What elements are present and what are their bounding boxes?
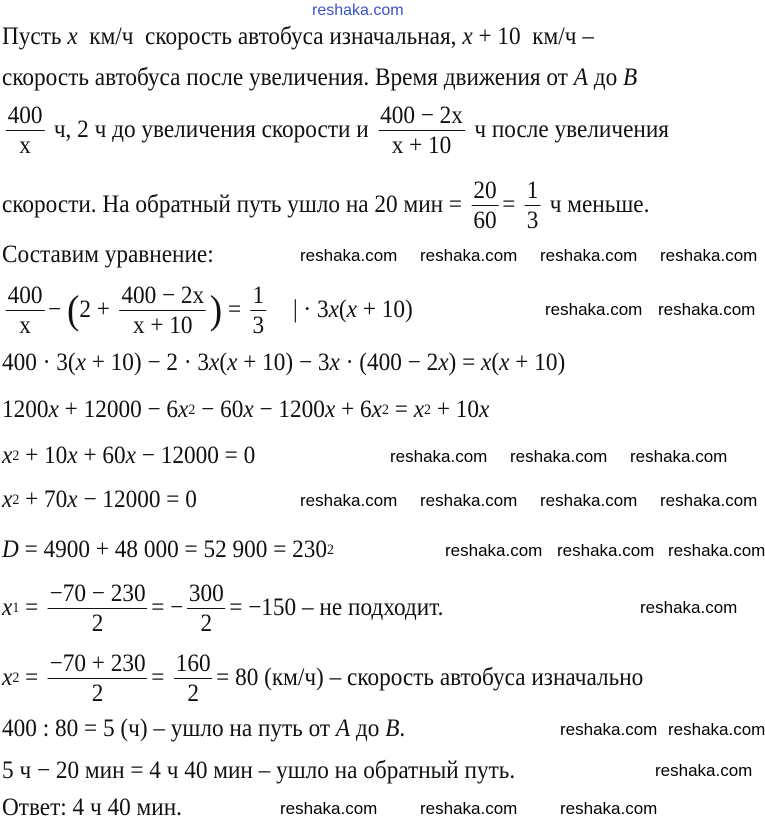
watermark: reshaka.com <box>560 799 658 818</box>
math-variable: x <box>75 349 86 376</box>
fraction-denominator: 3 <box>252 311 265 339</box>
watermark: reshaka.com <box>280 799 378 818</box>
math-variable: B <box>623 64 638 91</box>
text-segment: + 12000 − 6 <box>58 396 179 423</box>
watermark: reshaka.com <box>660 491 758 510</box>
watermark: reshaka.com <box>312 2 404 19</box>
watermark: reshaka.com <box>540 246 638 265</box>
text-segment: 1200 <box>2 396 49 423</box>
watermark: reshaka.com <box>557 541 655 560</box>
math-variable: x <box>2 594 13 621</box>
text-segment: + 60 <box>77 442 126 469</box>
math-variable: x <box>324 396 336 423</box>
fraction <box>472 176 499 235</box>
math-variable: x <box>499 349 510 376</box>
fraction-denominator: x + 10 <box>391 131 452 159</box>
text-segment: = 80 (км/ч) – скорость автобуса изначально <box>216 664 644 691</box>
text-segment: + 10) <box>357 296 413 323</box>
text-segment: = <box>222 296 247 323</box>
math-variable: x <box>2 664 13 691</box>
text-segment: = <box>388 396 414 423</box>
math-variable: x <box>479 396 490 423</box>
math-variable: x <box>67 23 78 50</box>
math-variable: x <box>371 396 382 423</box>
fraction <box>525 176 540 235</box>
fraction-numerator: 1 <box>526 176 539 204</box>
solution-line: x 2 + 70 x − 12000 = 0 <box>2 486 197 513</box>
fraction-denominator: 2 <box>187 679 199 707</box>
fraction-numerator: 160 <box>175 649 211 677</box>
fraction-numerator: 400 − 2x <box>380 101 463 129</box>
solution-line <box>2 48 637 108</box>
text-segment: Пусть <box>2 23 68 50</box>
solution-line: D = 4900 + 48 000 = 52 900 = 230 2 <box>2 536 334 563</box>
watermark: reshaka.com <box>640 598 738 617</box>
math-variable: x <box>2 442 13 469</box>
solution-line <box>2 778 182 838</box>
fraction <box>6 281 45 340</box>
math-variable: x <box>462 23 473 50</box>
text-segment: 400 : 80 = 5 (ч) – ушло на путь от <box>2 715 336 742</box>
text-segment: ч, 2 ч до увеличения скорости и <box>48 116 375 143</box>
solution-line: x 1 = $\frac{-70 - 230}{2}$ = − $\frac{300}{2}$ = −150 – не подходит. <box>2 579 444 637</box>
text-segment: = 4900 + 48 000 = 52 900 = 230 <box>18 536 328 563</box>
text-segment: до <box>350 715 386 742</box>
math-variable: x <box>438 349 449 376</box>
watermark: reshaka.com <box>420 491 518 510</box>
text-segment: 400 · 3( <box>2 349 76 376</box>
text-segment: 2 + <box>79 296 116 323</box>
watermark: reshaka.com <box>445 541 543 560</box>
watermark: reshaka.com <box>510 447 608 466</box>
parenthesis: ) <box>209 287 223 332</box>
solution-line: 1200 x + 12000 − 6 x 2 − 60 x − 1200 x + 6 x 2 = x 2 + 10 x <box>2 396 490 423</box>
fraction-numerator: −70 − 230 <box>49 579 146 607</box>
text-segment: км/ч скорость автобуса изначальная, <box>77 23 463 50</box>
watermark: reshaka.com <box>540 491 638 510</box>
watermark: reshaka.com <box>420 799 518 818</box>
math-variable: x <box>125 442 136 469</box>
fraction-numerator: 400 <box>7 281 43 309</box>
watermark: reshaka.com <box>655 761 753 780</box>
watermark: reshaka.com <box>660 246 758 265</box>
text-segment: ( <box>491 349 500 376</box>
text-segment: + 10 <box>19 442 68 469</box>
solution-line <box>2 280 413 340</box>
watermark: reshaka.com <box>630 447 728 466</box>
text-segment: скорость автобуса после увеличения. Время движения от <box>2 64 574 91</box>
text-segment: ч меньше. <box>543 191 650 218</box>
text-segment: + 10) <box>509 349 566 376</box>
text-segment: − 1200 <box>253 396 325 423</box>
text-segment: 5 ч − 20 мин = 4 ч 40 мин – ушло на обратный путь. <box>2 757 516 784</box>
fraction-numerator: −70 + 230 <box>49 649 146 677</box>
solution-line: x 2 + 10 x + 60 x − 12000 = 0 <box>2 442 256 469</box>
math-variable: x <box>67 442 78 469</box>
fraction-denominator: x + 10 <box>132 311 193 339</box>
text-segment: = −150 – не подходит. <box>229 594 444 621</box>
solution-line <box>2 100 669 160</box>
fraction <box>48 579 148 638</box>
fraction-denominator: 2 <box>91 609 104 637</box>
watermark: reshaka.com <box>300 246 398 265</box>
math-variable: x <box>329 349 340 376</box>
math-variable: x <box>67 486 78 513</box>
fraction <box>119 281 206 340</box>
solution-line: x 2 = $\frac{-70 + 230}{2}$ = $\frac{160}{2}$ = 80 (км/ч) – скорость автобуса изначально <box>2 649 644 707</box>
fraction-numerator: 400 − 2x <box>121 281 205 309</box>
math-variable: x <box>481 349 492 376</box>
fraction <box>251 281 266 340</box>
text-segment: = <box>19 664 45 691</box>
text-segment: Ответ: 4 ч 40 мин. <box>2 794 182 821</box>
text-segment: | · 3 <box>269 296 329 323</box>
math-variable: x <box>346 296 358 323</box>
text-segment: = <box>151 664 171 691</box>
math-variable: x <box>209 349 220 376</box>
watermark: reshaka.com <box>545 300 643 319</box>
text-segment: + 70 <box>19 486 68 513</box>
fraction-denominator: 3 <box>526 206 539 234</box>
math-variable: D <box>2 536 19 563</box>
math-variable: x <box>178 396 189 423</box>
fraction-denominator: 2 <box>200 609 213 637</box>
fraction-denominator: x <box>19 131 31 159</box>
fraction-denominator: 60 <box>473 206 497 234</box>
watermark: reshaka.com <box>390 447 488 466</box>
fraction <box>378 101 465 160</box>
watermark: reshaka.com <box>658 300 756 319</box>
text-segment: + 10) − 2 · 3 <box>85 349 210 376</box>
text-segment: · (400 − 2 <box>339 349 439 376</box>
math-variable: x <box>2 486 13 513</box>
math-variable: x <box>328 296 339 323</box>
text-segment: = − <box>151 594 184 621</box>
fraction <box>187 579 226 638</box>
text-segment: Составим уравнение: <box>2 241 214 268</box>
text-segment: − <box>48 296 67 323</box>
text-segment: + 6 <box>335 396 372 423</box>
text-segment: скорости. На обратный путь ушло на 20 мин = <box>2 191 468 218</box>
watermark: reshaka.com <box>560 720 658 739</box>
text-segment: + 10 <box>431 396 480 423</box>
text-segment: . <box>399 715 406 742</box>
math-variable: A <box>573 64 588 91</box>
text-segment: + 10 км/ч – <box>472 23 594 50</box>
text-segment: + 10) − 3 <box>237 349 330 376</box>
fraction-numerator: 20 <box>473 176 497 204</box>
watermark: reshaka.com <box>668 720 765 739</box>
math-variable: A <box>335 715 351 742</box>
watermark: reshaka.com <box>300 491 398 510</box>
text-segment: = <box>19 594 45 621</box>
parenthesis: ( <box>66 287 80 332</box>
text-segment: ( <box>219 349 228 376</box>
text-segment: до <box>587 64 624 91</box>
text-segment: − 60 <box>195 396 244 423</box>
text-segment: ) = <box>448 349 482 376</box>
math-variable: B <box>385 715 400 742</box>
solution-line <box>2 225 214 285</box>
text-segment: = <box>502 191 522 218</box>
fraction-denominator: x <box>19 311 31 339</box>
watermark: reshaka.com <box>420 246 518 265</box>
fraction-numerator: 300 <box>188 579 224 607</box>
text-segment: ( <box>338 296 347 323</box>
text-segment: − 12000 = 0 <box>135 442 256 469</box>
fraction-numerator: 400 <box>7 101 43 129</box>
fraction <box>6 101 45 160</box>
math-variable: x <box>227 349 238 376</box>
fraction-denominator: 2 <box>91 679 104 707</box>
math-variable: x <box>48 396 59 423</box>
math-variable: x <box>413 396 425 423</box>
text-segment: ч после увеличения <box>468 116 669 143</box>
fraction-numerator: 1 <box>252 281 265 309</box>
text-segment: − 12000 = 0 <box>77 486 197 513</box>
watermark: reshaka.com <box>668 541 765 560</box>
math-variable: x <box>243 396 254 423</box>
